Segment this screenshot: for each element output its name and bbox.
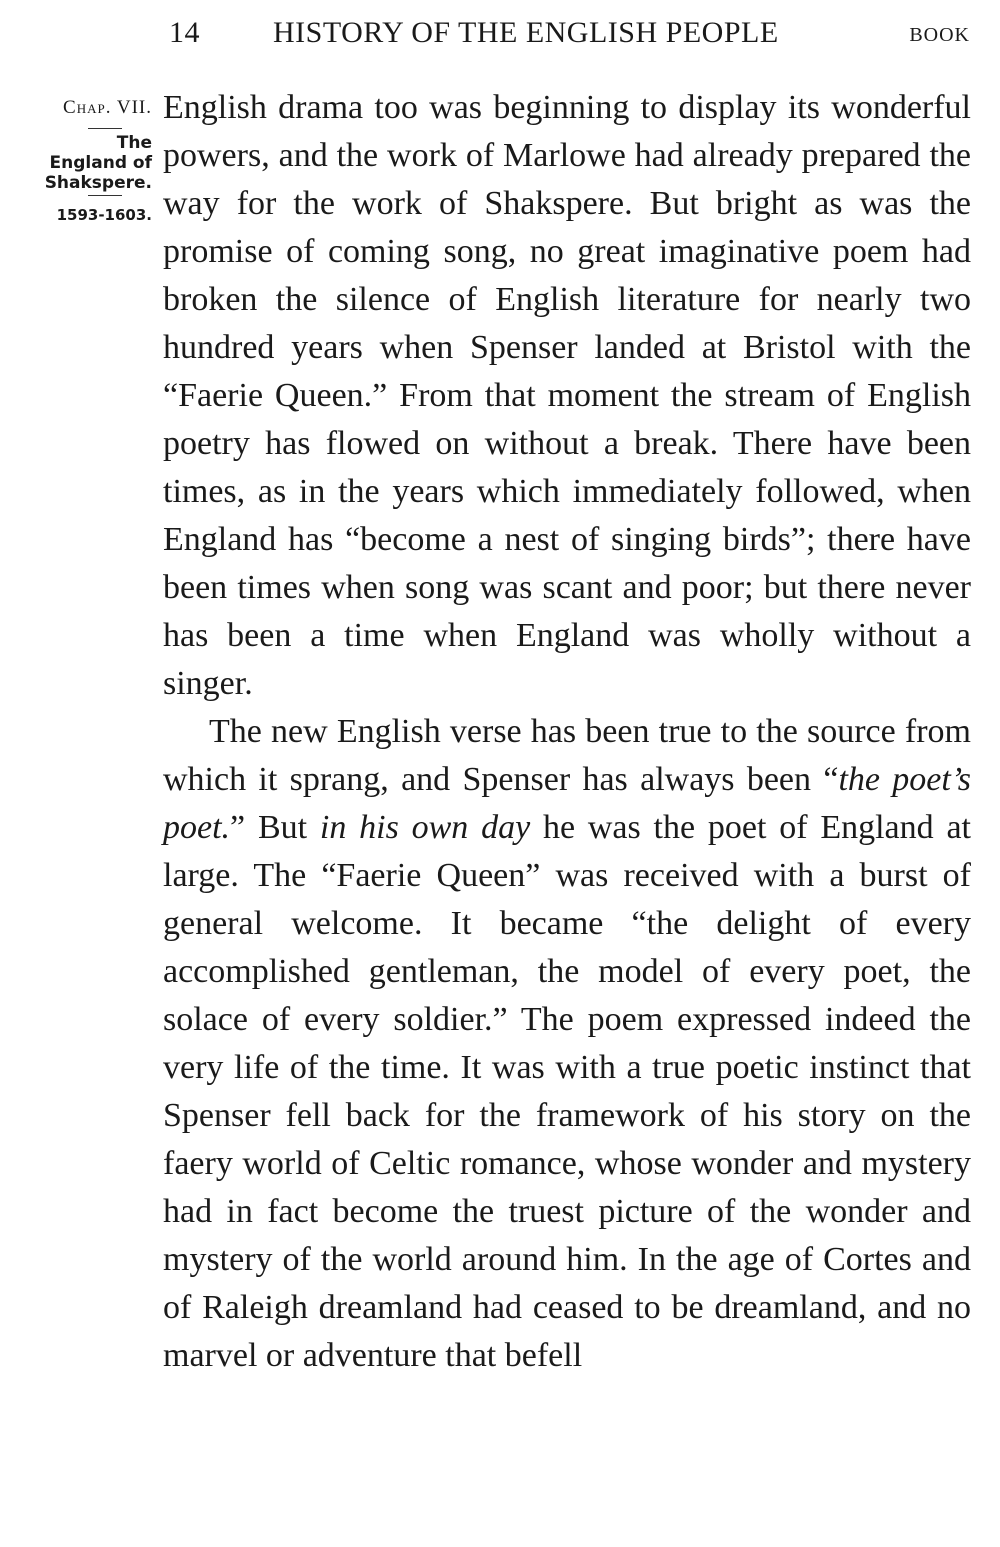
paragraph-2-text-c: he was the poet of England at large. The “Faerie Queen” was received with a burst of general welcome. It became “the delight of every accomplished gentleman, the model of every poet, the solace of every soldier.” The poem expressed indeed the very life of the time. It was with a true poetic instinct that Spenser fell back for the framework of his story on the faery world of Celtic romance, whose wonder and mystery had in fact become the truest picture of the wonder and mystery of the world around him. In the age of Cortes and of Raleigh dreamland had ceased to be dreamland, and no marvel or adventure that befell [163, 809, 971, 1374]
book-label: BOOK [909, 24, 970, 46]
paragraph-2-text-b: ” But [230, 809, 320, 846]
margin-topic: The England of Shakspere. [44, 133, 152, 193]
paragraph-2-text-a: The new English verse has been true to the source from which it sprang, and Spenser has always been “ [163, 713, 971, 798]
chapter-label: Chap. VII. [63, 97, 152, 118]
body-text [163, 84, 971, 1380]
paragraph-1 [163, 84, 971, 708]
paragraph-2-italic-a: the poet’s poet. [163, 761, 972, 846]
page-number: 14 [169, 16, 200, 49]
paragraph-1-text: English drama too was beginning to display its wonderful powers, and the work of Marlowe had already prepared the way for the work of Shakspere. But bright as was the promise of coming song, no great imaginative poem had broken the silence of English literature for nearly two hundred years when Spenser landed at Bristol with the “Faerie Queen.” From that moment the stream of English poetry has flowed on without a break. There have been times, as in the years which immediately followed, when England has “become a nest of singing birds”; there have been times when song was scant and poor; but there never has been a time when England was wholly without a singer. [163, 89, 971, 702]
margin-divider [88, 128, 122, 129]
margin-divider [88, 195, 122, 196]
margin-notes [14, 96, 152, 224]
running-title: HISTORY OF THE ENGLISH PEOPLE [273, 16, 779, 49]
paragraph-2 [163, 708, 971, 1380]
margin-dates: 1593-1603. [56, 206, 152, 224]
running-header [165, 16, 970, 56]
paragraph-2-italic-b: in his own day [319, 809, 531, 846]
